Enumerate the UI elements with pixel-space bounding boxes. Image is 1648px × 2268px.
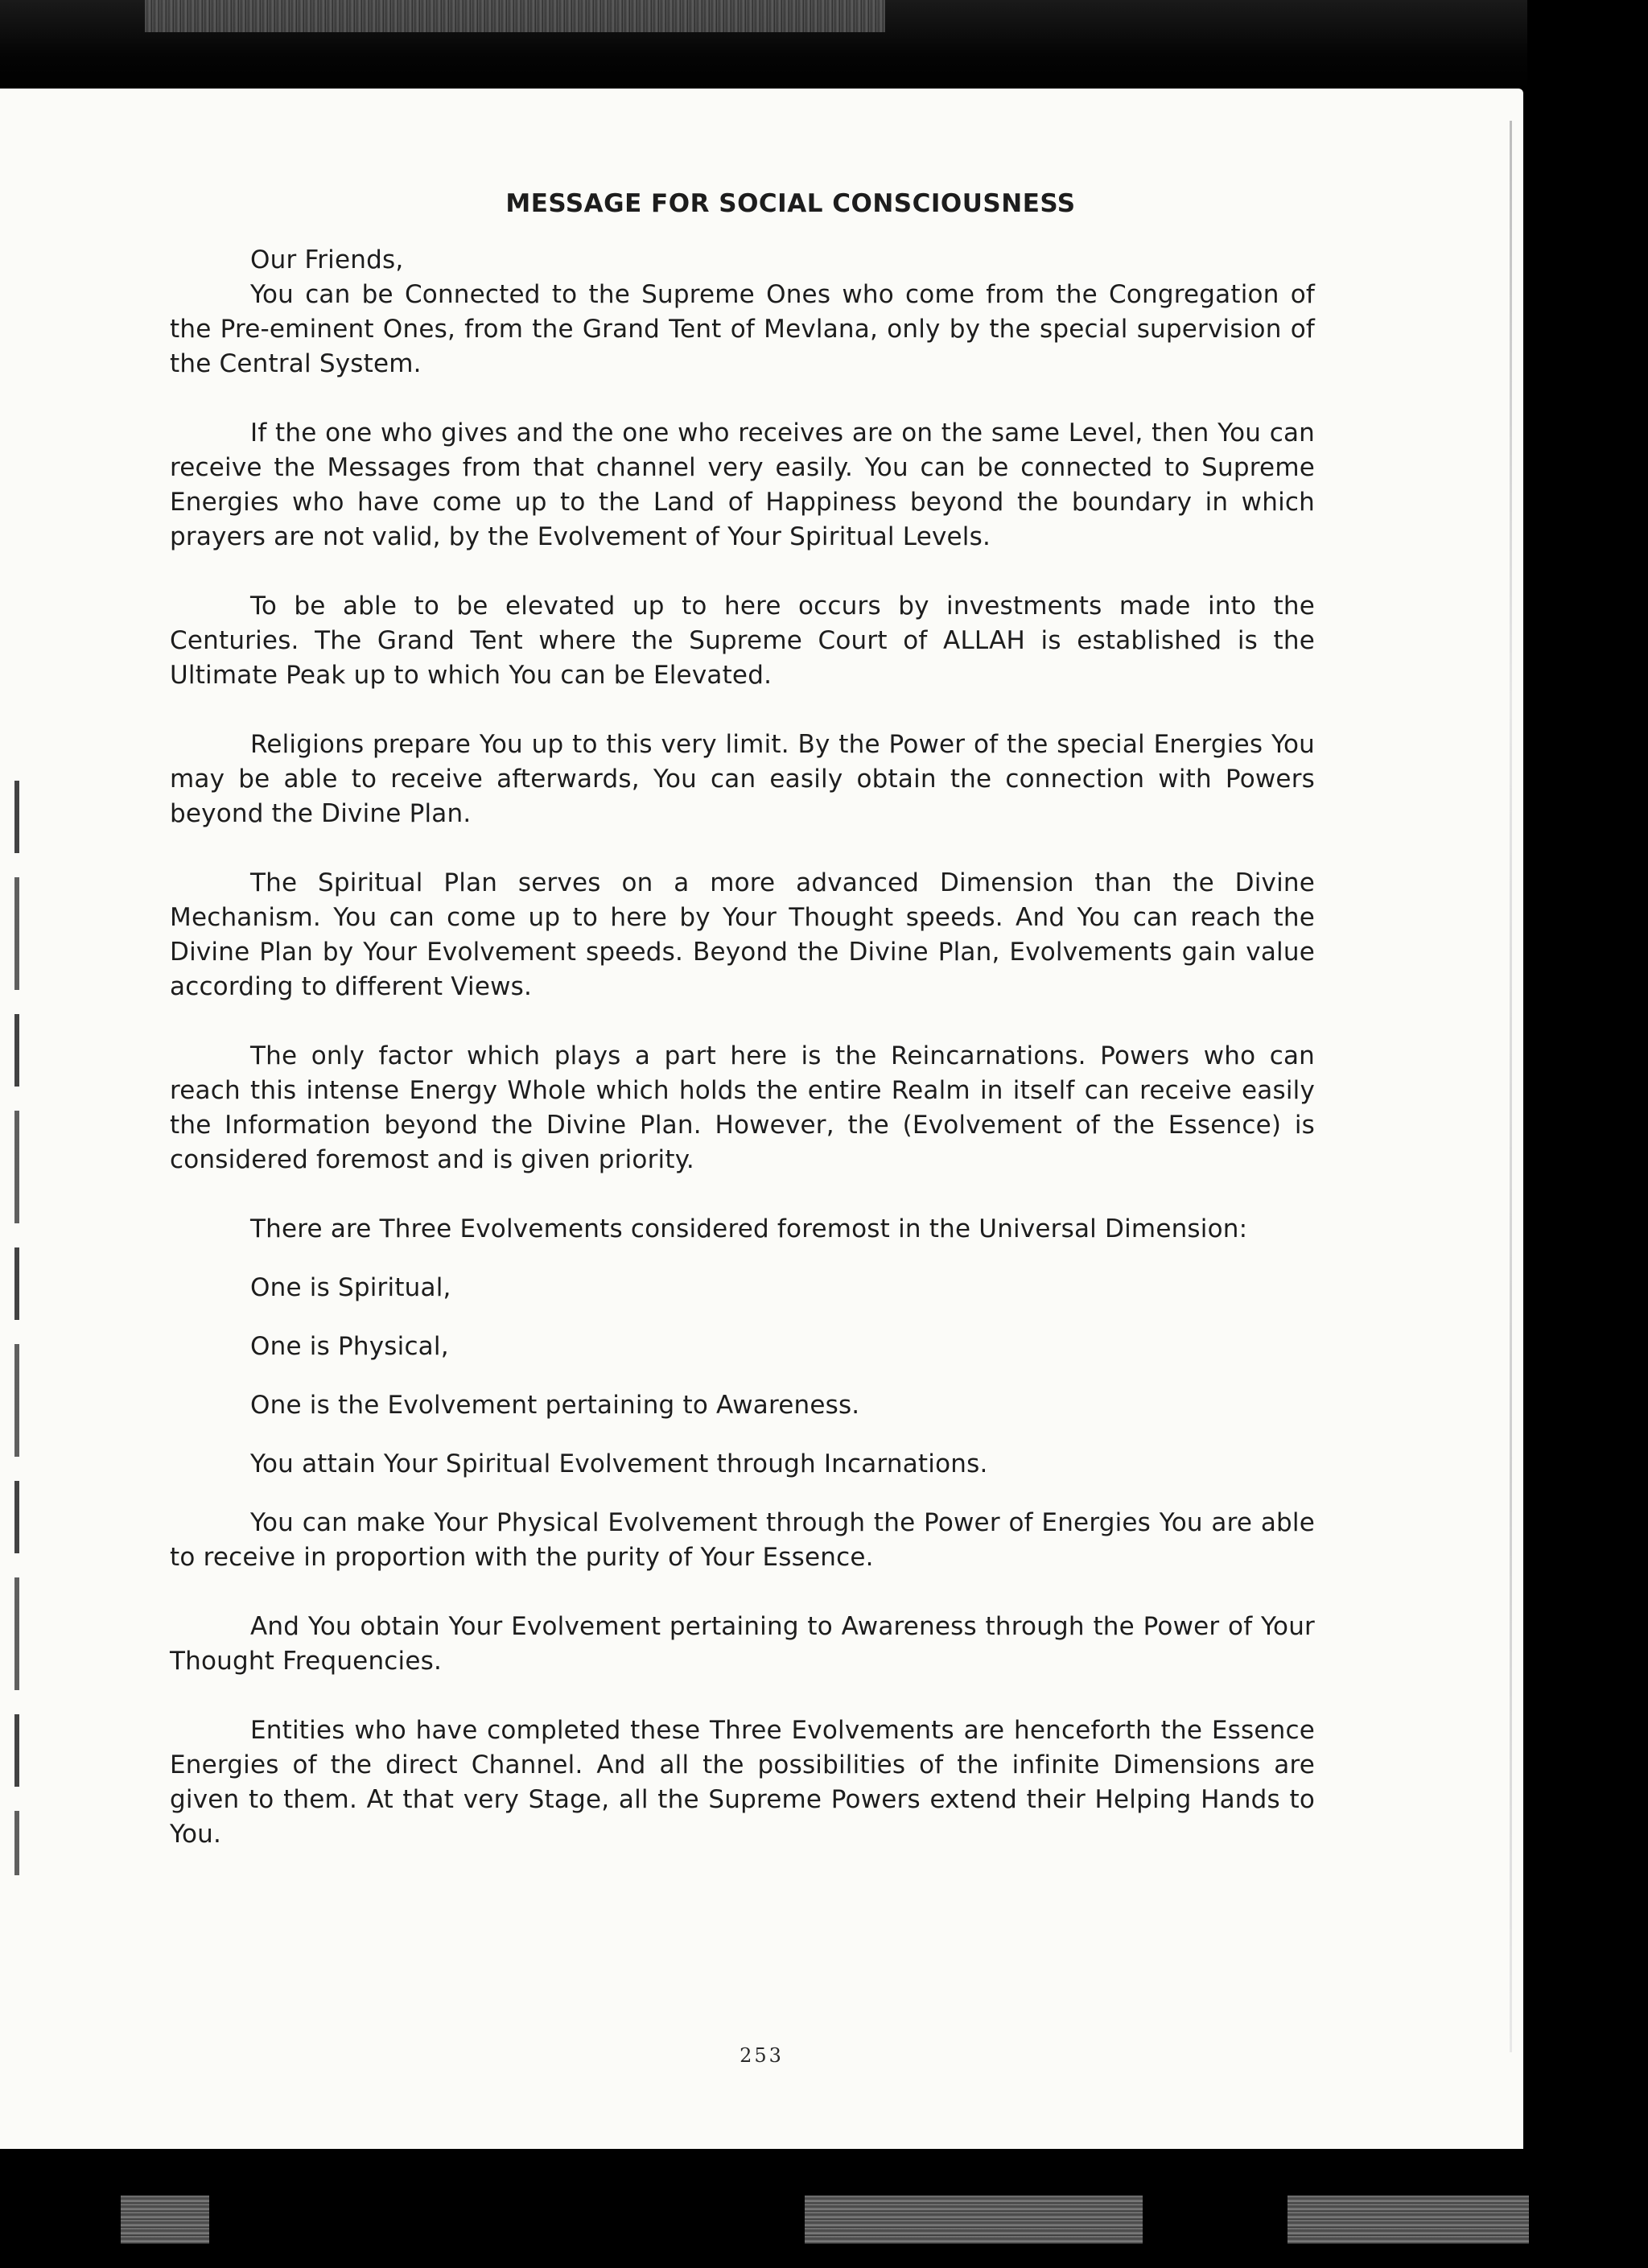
paragraph: You can be Connected to the Supreme Ones who come from the Congregation of the Pre-eminent Ones, from the Grand Tent of Mevlana, only by the special supervision of the Central System. (170, 280, 1315, 378)
paragraph: The Spiritual Plan serves on a more advanced Dimension than the Divine Mechanism. You can come up to here by Your Thought speeds. And You can reach the Divine Plan by Your Evolvement speeds. Beyond the Divine Plan, Evolvements gain value according to different Views. (170, 868, 1315, 1001)
paragraph: You attain Your Spiritual Evolvement through Incarnations. (250, 1449, 988, 1478)
paragraph: Religions prepare You up to this very limit. By the Power of the special Energies You may be able to receive afterwards, You can easily obtain the connection with Powers beyond the Divine Plan. (170, 730, 1315, 828)
scan-streak-top (145, 0, 885, 32)
list-item: One is Physical, (250, 1332, 449, 1361)
page-edge (1510, 121, 1512, 2052)
paragraph: There are Three Evolvements considered foremost in the Universal Dimension: (250, 1214, 1248, 1243)
scan-border-bottom (0, 2147, 1648, 2268)
paragraph: Entities who have completed these Three Evolvements are henceforth the Essence Energies of the direct Channel. And all the possibilities of the infinite Dimensions are given to them. At that very Stage, all the Supreme Powers extend their Helping Hands to You. (170, 1716, 1315, 1849)
paragraph: And You obtain Your Evolvement pertaining to Awareness through the Power of Your Thought Frequencies. (170, 1612, 1315, 1676)
paragraph: The only factor which plays a part here is the Reincarnations. Powers who can reach this intense Energy Whole which holds the entire Realm in itself can receive easily the Information beyond the Divine Plan. However, the (Evolvement of the Essence) is considered foremost and is given priority. (170, 1041, 1315, 1174)
greeting: Our Friends, (250, 245, 404, 274)
scan-streak-bottom-middle (805, 2196, 1143, 2244)
scan-streak-bottom-left (121, 2196, 209, 2244)
binding-marks (14, 781, 19, 1875)
scan-border-right (1527, 0, 1648, 2268)
paragraph: You can make Your Physical Evolvement through the Power of Energies You are able to receive in proportion with the purity of Your Essence. (170, 1508, 1315, 1572)
list-item: One is Spiritual, (250, 1273, 451, 1302)
page-title: MESSAGE FOR SOCIAL CONSCIOUSNESS (505, 189, 1076, 218)
scan-streak-bottom-right (1288, 2196, 1529, 2244)
paragraph: To be able to be elevated up to here occurs by investments made into the Centuries. The Grand Tent where the Supreme Court of ALLAH is established is the Ultimate Peak up to which You can be Elevated. (170, 592, 1315, 690)
paragraph: If the one who gives and the one who receives are on the same Level, then You can receive the Messages from that channel very easily. You can be connected to Supreme Energies who have come up to the Land of Happiness beyond the boundary in which prayers are not valid, by the Evolvement of Your Spiritual Levels. (170, 419, 1315, 551)
page-text (170, 187, 1315, 1887)
list-item: One is the Evolvement pertaining to Awareness. (250, 1391, 860, 1420)
scan-border-top (0, 0, 1648, 90)
page-number: 253 (740, 2044, 784, 2067)
